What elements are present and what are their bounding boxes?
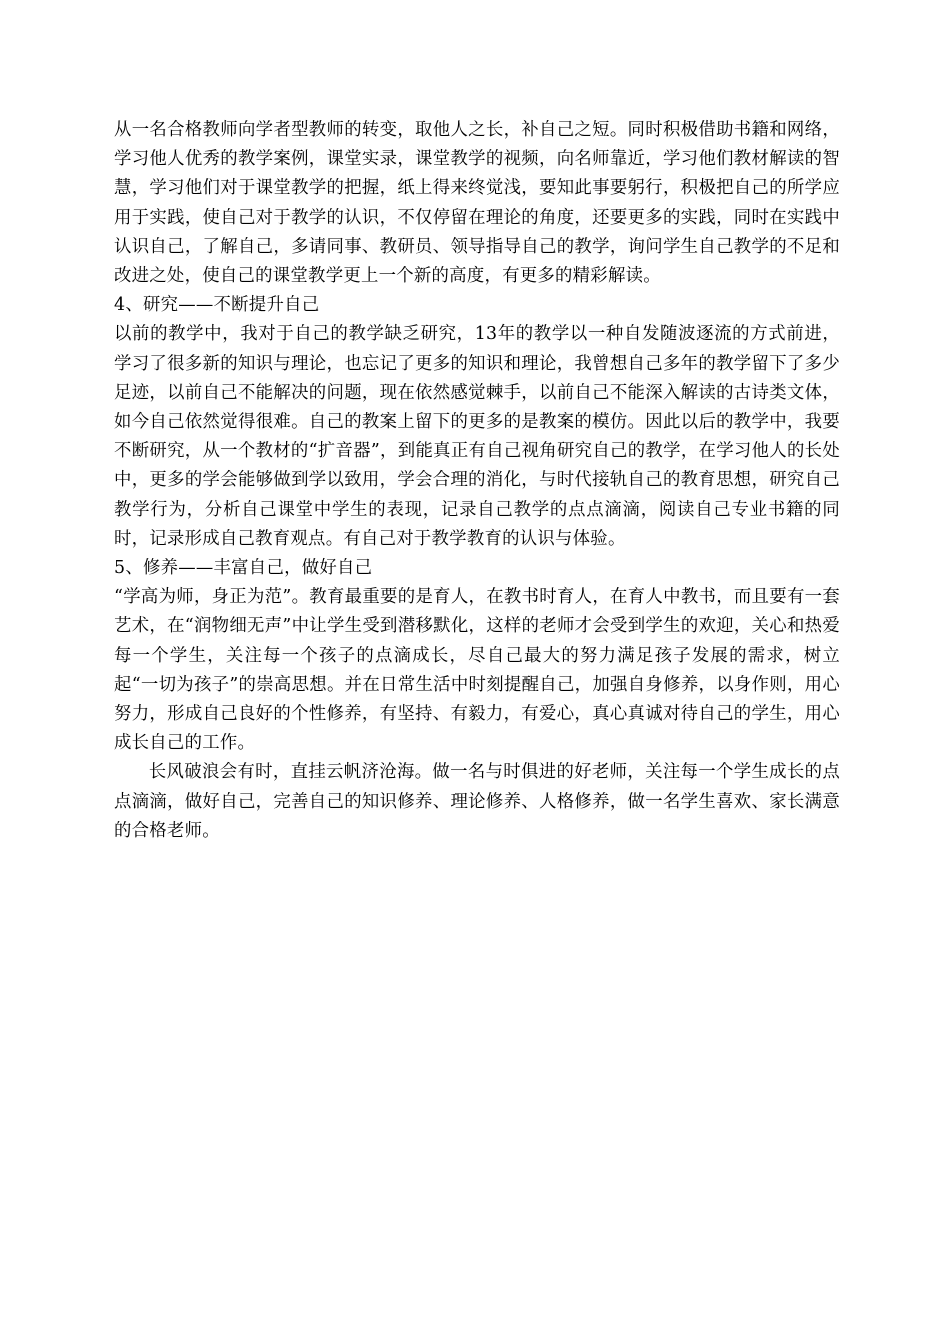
section-heading-cultivation: 5、修养——丰富自己，做好自己 <box>114 558 373 579</box>
document-body <box>114 116 840 846</box>
paragraph-intro: 从一名合格教师向学者型教师的转变，取他人之长，补自己之短。同时积极借助书籍和网络，学习他人优秀的教学案例，课堂实录，课堂教学的视频，向名师靠近，学习他们教材解读的智慧，学习他们对于课堂教学的把握，纸上得来终觉浅，要知此事要躬行，积极把自己的所学应用于实践，使自己对于教学的认识，不仅停留在理论的角度，还要更多的实践，同时在实践中认识自己，了解自己，多请同事、教研员、领导指导自己的教学，询问学生自己教学的不足和改进之处，使自己的课堂教学更上一个新的高度，有更多的精彩解读。 <box>114 120 840 287</box>
paragraph-research: 以前的教学中，我对于自己的教学缺乏研究，13年的教学以一种自发随波逐流的方式前进，学习了很多新的知识与理论，也忘记了更多的知识和理论，我曾想自己多年的教学留下了多少足迹，以前自己不能解决的问题，现在依然感觉棘手，以前自己不能深入解读的古诗类文体，如今自己依然觉得很难。自己的教案上留下的更多的是教案的模仿。因此以后的教学中，我要不断研究，从一个教材的“扩音器”，到能真正有自己视角研究自己的教学，在学习他人的长处中，更多的学会能够做到学以致用，学会合理的消化，与时代接轨自己的教育思想，研究自己教学行为，分析自己课堂中学生的表现，记录自己教学的点点滴滴，阅读自己专业书籍的同时，记录形成自己教育观点。有自己对于教学教育的认识与体验。 <box>114 324 840 549</box>
paragraph-cultivation: “学高为师，身正为范”。教育最重要的是育人，在教书时育人，在育人中教书，而且要有一套艺术，在“润物细无声”中让学生受到潜移默化，这样的老师才会受到学生的欢迎，关心和热爱每一个学生，关注每一个孩子的点滴成长，尽自己最大的努力满足孩子发展的需求，树立起“一切为孩子”的崇高思想。并在日常生活中时刻提醒自己，加强自身修养，以身作则，用心努力，形成自己良好的个性修养，有坚持、有毅力，有爱心，真心真诚对待自己的学生，用心成长自己的工作。 <box>114 587 840 754</box>
paragraph-conclusion: 长风破浪会有时，直挂云帆济沧海。做一名与时俱进的好老师，关注每一个学生成长的点点滴滴，做好自己，完善自己的知识修养、理论修养、人格修养，做一名学生喜欢、家长满意的合格老师。 <box>114 762 840 841</box>
section-heading-research: 4、研究——不断提升自己 <box>114 295 320 316</box>
